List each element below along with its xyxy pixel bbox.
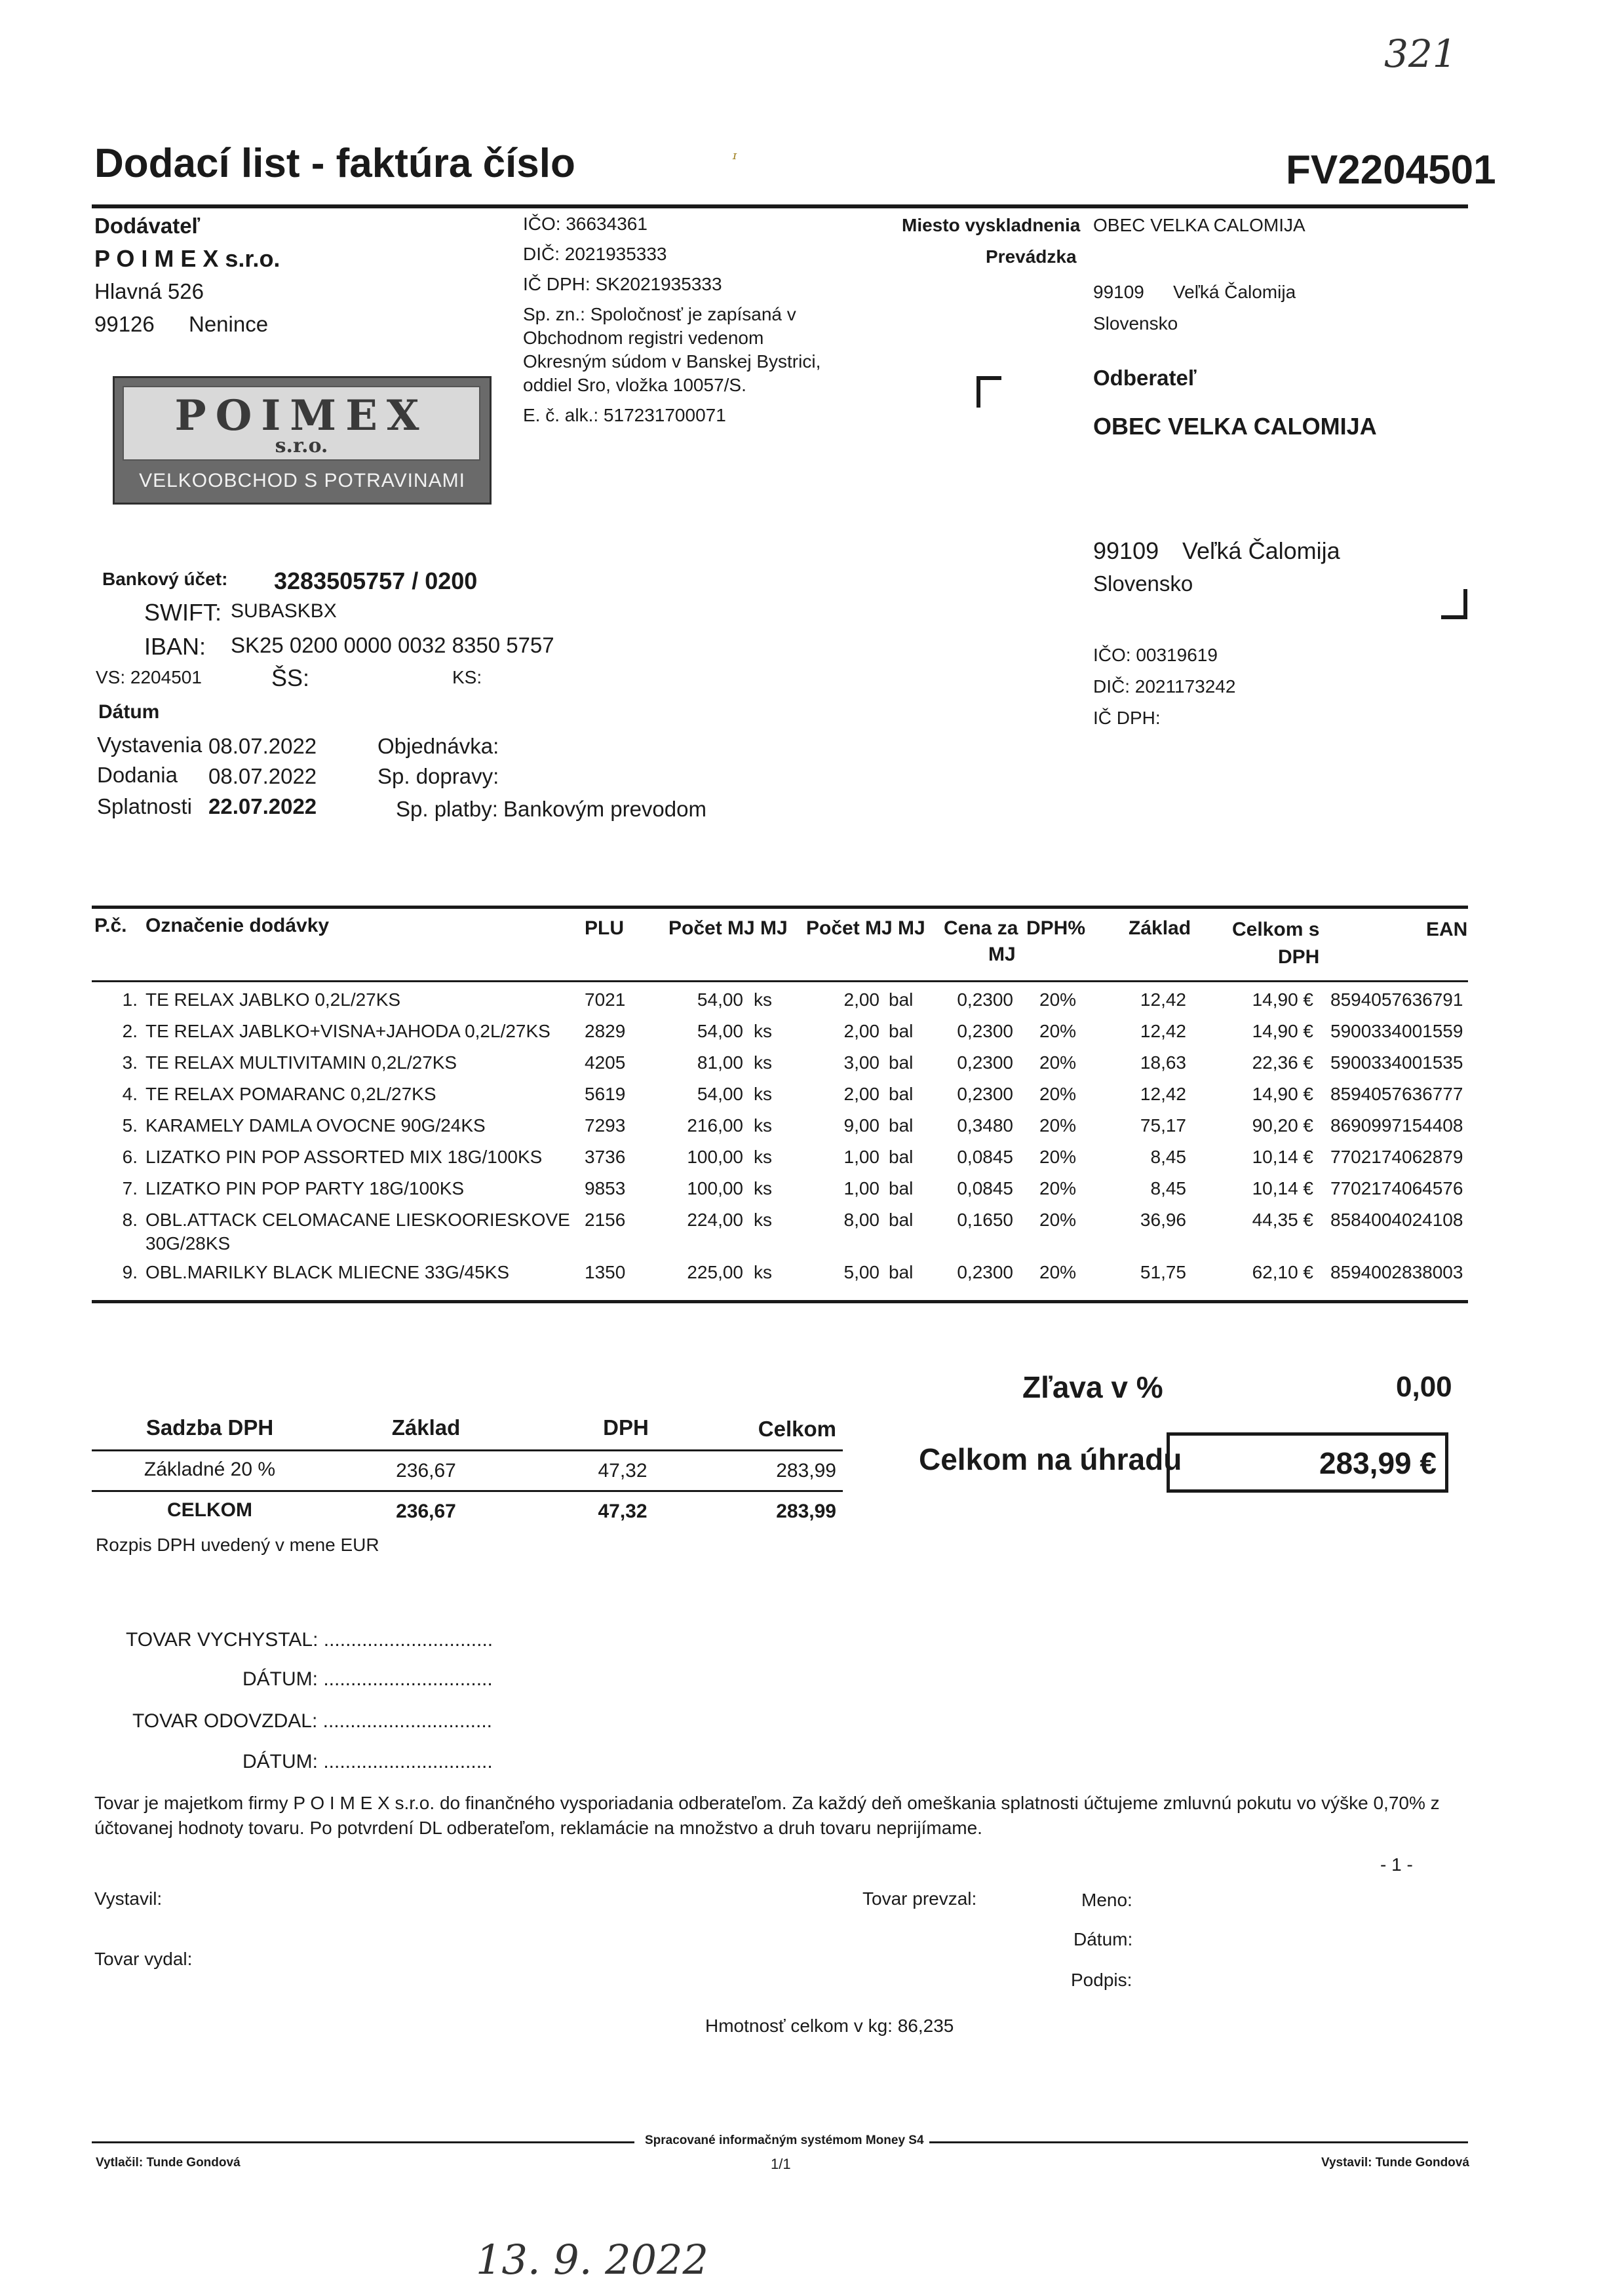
handed-by-label: Tovar vydal: xyxy=(94,1949,193,1969)
cell-ean: 7702174064576 xyxy=(1330,1178,1463,1198)
warehouse-label: Miesto vyskladnenia xyxy=(902,215,1081,235)
items-header-rule xyxy=(92,980,1468,982)
cell-unit2: bal xyxy=(889,1084,914,1104)
cell-name: TE RELAX POMARANC 0,2L/27KS xyxy=(145,1084,436,1104)
warehouse-country: Slovensko xyxy=(1093,313,1178,334)
cell-qty: 54,00 xyxy=(697,1084,743,1104)
warehouse-zip: 99109 xyxy=(1093,282,1144,302)
cell-price: 0,1650 xyxy=(957,1210,1013,1230)
issued-date: 08.07.2022 xyxy=(208,734,317,758)
supplier-ico: IČO: 36634361 xyxy=(523,214,648,234)
items-top-rule xyxy=(92,906,1468,909)
vat-header-rate: Sadzba DPH xyxy=(145,1415,274,1440)
vat-sum-base: 236,67 xyxy=(396,1501,456,1522)
cell-vat: 20% xyxy=(1039,1178,1077,1198)
terms-line-2: účtovanej hodnoty tovaru. Po potvrdení DL odberateľom, reklamácie na množstvo a druh tovaru neprijímame. xyxy=(94,1818,982,1838)
cell-unit2: bal xyxy=(889,1021,914,1041)
cell-ean: 8594057636791 xyxy=(1330,989,1463,1010)
cell-price: 0,3480 xyxy=(957,1115,1013,1136)
warehouse-label-2: Prevádzka xyxy=(986,246,1077,267)
cell-plu: 5619 xyxy=(585,1084,626,1104)
supplier-street: Hlavná 526 xyxy=(94,279,204,303)
receiver-sign-label: Podpis: xyxy=(1071,1970,1132,1990)
cell-qty: 54,00 xyxy=(697,989,743,1010)
logo-subtitle: VELKOOBCHOD S POTRAVINAMI xyxy=(139,470,465,491)
vat-sum-total: 283,99 xyxy=(776,1501,836,1522)
supplier-icdph: IČ DPH: SK2021935333 xyxy=(523,274,722,294)
cell-unit: ks xyxy=(754,1084,772,1104)
cell-price: 0,0845 xyxy=(957,1178,1013,1198)
terms-line-1: Tovar je majetkom firmy P O I M E X s.r.o. do finančného vysporiadania odberateľom. Za každý deň omeškania splatnosti účtujeme zmluvnú pokutu vo výške 0,70% z xyxy=(94,1793,1440,1813)
cell-name: TE RELAX JABLKO 0,2L/27KS xyxy=(145,989,401,1010)
cell-ean: 5900334001559 xyxy=(1330,1021,1463,1041)
cell-no: 3. xyxy=(122,1052,138,1073)
specific-symbol: ŠS: xyxy=(271,664,310,691)
vat-rule-2 xyxy=(92,1490,843,1492)
cell-base: 8,45 xyxy=(1150,1147,1186,1167)
cell-ean: 8594002838003 xyxy=(1330,1262,1463,1282)
vat-row-base: 236,67 xyxy=(396,1460,456,1482)
cell-ean: 8594057636777 xyxy=(1330,1084,1463,1104)
cell-vat: 20% xyxy=(1039,1210,1077,1230)
cell-name: TE RELAX JABLKO+VISNA+JAHODA 0,2L/27KS xyxy=(145,1021,551,1041)
cell-unit: ks xyxy=(754,989,772,1010)
cell-plu: 7293 xyxy=(585,1115,626,1136)
supplier-label: Dodávateľ xyxy=(94,214,201,238)
cell-unit: ks xyxy=(754,1147,772,1167)
cell-plu: 3736 xyxy=(585,1147,626,1167)
receiver-date-label: Dátum: xyxy=(1073,1929,1133,1949)
customer-ico: IČO: 00319619 xyxy=(1093,645,1218,665)
cell-vat: 20% xyxy=(1039,1052,1077,1073)
col-plu: PLU xyxy=(585,917,624,939)
cell-vat: 20% xyxy=(1039,1084,1077,1104)
col-total: Celkom s xyxy=(1232,919,1320,940)
due-label: Splatnosti xyxy=(97,794,192,818)
cell-name: KARAMELY DAMLA OVOCNE 90G/24KS xyxy=(145,1115,486,1136)
delivery-label: Dodania xyxy=(97,763,178,787)
customer-name: OBEC VELKA CALOMIJA xyxy=(1093,413,1377,440)
cell-unit: ks xyxy=(754,1052,772,1073)
cell-unit: ks xyxy=(754,1021,772,1041)
cell-unit2: bal xyxy=(889,1178,914,1198)
amount-due-label: Celkom na úhradu xyxy=(919,1442,1182,1476)
cell-base: 51,75 xyxy=(1140,1262,1186,1282)
cell-ean: 7702174062879 xyxy=(1330,1147,1463,1167)
cell-qty2: 9,00 xyxy=(843,1115,880,1136)
customer-zip: 99109 xyxy=(1093,537,1159,564)
customer-city: Veľká Čalomija xyxy=(1182,537,1340,564)
cell-no: 2. xyxy=(122,1021,138,1041)
cell-total: 10,14 € xyxy=(1252,1147,1313,1167)
cell-qty: 54,00 xyxy=(697,1021,743,1041)
customer-label: Odberateľ xyxy=(1093,366,1197,390)
supplier-city: Nenince xyxy=(189,312,269,336)
vat-row-total: 283,99 xyxy=(776,1460,836,1482)
cell-unit2: bal xyxy=(889,1052,914,1073)
cell-base: 18,63 xyxy=(1140,1052,1186,1073)
cell-no: 1. xyxy=(122,989,138,1010)
issued-label: Vystavenia xyxy=(97,733,203,757)
company-logo xyxy=(113,376,492,505)
cell-qty: 100,00 xyxy=(687,1178,743,1198)
cell-unit2: bal xyxy=(889,1147,914,1167)
cell-no: 4. xyxy=(122,1084,138,1104)
supplier-dic: DIČ: 2021935333 xyxy=(523,244,667,264)
cell-base: 36,96 xyxy=(1140,1210,1186,1230)
footer-pages: 1/1 xyxy=(771,2156,791,2172)
handwritten-tick: ᶦ xyxy=(733,148,737,171)
supplier-reg-1: Sp. zn.: Spoločnosť je zapísaná v xyxy=(523,304,796,324)
vat-sum-label: CELKOM xyxy=(167,1499,252,1521)
document-number: FV2204501 xyxy=(1286,147,1496,193)
cell-no: 9. xyxy=(122,1262,138,1282)
bank-account: 3283505757 / 0200 xyxy=(274,567,478,594)
cell-plu: 2829 xyxy=(585,1021,626,1041)
total-weight: Hmotnosť celkom v kg: 86,235 xyxy=(705,2016,954,2036)
cell-plu: 1350 xyxy=(585,1262,626,1282)
payment-label: Sp. platby: xyxy=(396,797,498,821)
footer-printed-by: Vytlačil: Tunde Gondová xyxy=(96,2156,241,2170)
vat-row-rate: Základné 20 % xyxy=(144,1459,276,1480)
prepared-by: TOVAR VYCHYSTAL: ............................... xyxy=(126,1629,493,1651)
handed-over-date: DÁTUM: ............................... xyxy=(242,1751,493,1772)
cell-vat: 20% xyxy=(1039,1262,1077,1282)
cell-ean: 8584004024108 xyxy=(1330,1210,1463,1230)
col-ean: EAN xyxy=(1426,919,1468,940)
cell-unit2: bal xyxy=(889,1262,914,1282)
cell-qty2: 5,00 xyxy=(843,1262,880,1282)
cell-qty2: 1,00 xyxy=(843,1178,880,1198)
cell-total: 14,90 € xyxy=(1252,989,1313,1010)
footer-rule-left xyxy=(92,2141,634,2143)
supplier-name: P O I M E X s.r.o. xyxy=(94,245,280,272)
customer-icdph: IČ DPH: xyxy=(1093,708,1161,728)
cell-total: 44,35 € xyxy=(1252,1210,1313,1230)
cell-ean: 5900334001535 xyxy=(1330,1052,1463,1073)
date-label: Dátum xyxy=(98,701,160,723)
vat-header-total: Celkom xyxy=(758,1417,836,1441)
cell-no: 5. xyxy=(122,1115,138,1136)
cell-plu: 7021 xyxy=(585,989,626,1010)
cell-qty2: 1,00 xyxy=(843,1147,880,1167)
cell-base: 75,17 xyxy=(1140,1115,1186,1136)
logo-title: POIMEX xyxy=(174,391,429,440)
cell-qty2: 8,00 xyxy=(843,1210,880,1230)
supplier-alcohol-no: E. č. alk.: 517231700071 xyxy=(523,405,726,425)
vat-header-vat: DPH xyxy=(603,1415,649,1440)
cell-total: 14,90 € xyxy=(1252,1021,1313,1041)
cell-price: 0,2300 xyxy=(957,1052,1013,1073)
cell-vat: 20% xyxy=(1039,1021,1077,1041)
cell-ean: 8690997154408 xyxy=(1330,1115,1463,1136)
cell-qty: 81,00 xyxy=(697,1052,743,1073)
constant-symbol: KS: xyxy=(452,667,482,687)
col-qty: Počet MJ MJ xyxy=(668,917,788,939)
cell-qty: 216,00 xyxy=(687,1115,743,1136)
document-title: Dodací list - faktúra číslo xyxy=(94,141,575,186)
order-label: Objednávka: xyxy=(377,734,499,758)
amount-due-value: 283,99 € xyxy=(1319,1446,1437,1480)
handwritten-date: 13. 9. 2022 xyxy=(476,2236,708,2284)
cell-vat: 20% xyxy=(1039,1147,1077,1167)
vat-sum-vat: 47,32 xyxy=(598,1501,648,1522)
cell-plu: 2156 xyxy=(585,1210,626,1230)
col-total-2: DPH xyxy=(1278,946,1320,968)
vat-rule-1 xyxy=(92,1449,843,1451)
cell-qty2: 2,00 xyxy=(843,989,880,1010)
cell-price: 0,2300 xyxy=(957,989,1013,1010)
cell-unit: ks xyxy=(754,1262,772,1282)
footer-system: Spracované informačným systémom Money S4 xyxy=(645,2133,924,2147)
cell-total: 22,36 € xyxy=(1252,1052,1313,1073)
swift-label: SWIFT: xyxy=(144,599,222,626)
cell-unit2: bal xyxy=(889,1210,914,1230)
discount-value: 0,00 xyxy=(1396,1371,1452,1403)
delivery-date: 08.07.2022 xyxy=(208,764,317,788)
supplier-zip: 99126 xyxy=(94,312,155,336)
cell-no: 8. xyxy=(122,1210,138,1230)
customer-country: Slovensko xyxy=(1093,571,1193,596)
cell-total: 10,14 € xyxy=(1252,1178,1313,1198)
handed-over-by: TOVAR ODOVZDAL: ............................... xyxy=(132,1710,492,1732)
warehouse-city: Veľká Čalomija xyxy=(1173,282,1296,302)
supplier-reg-3: Okresným súdom v Banskej Bystrici, xyxy=(523,351,821,372)
cell-unit2: bal xyxy=(889,1115,914,1136)
cell-name: TE RELAX MULTIVITAMIN 0,2L/27KS xyxy=(145,1052,457,1073)
col-name: Označenie dodávky xyxy=(145,915,330,936)
cell-price: 0,0845 xyxy=(957,1147,1013,1167)
cell-name: LIZATKO PIN POP PARTY 18G/100KS xyxy=(145,1178,465,1198)
cell-no: 6. xyxy=(122,1147,138,1167)
cell-name: OBL.ATTACK CELOMACANE LIESKOORIESKOVE xyxy=(145,1210,570,1230)
due-date: 22.07.2022 xyxy=(208,794,317,818)
cell-price: 0,2300 xyxy=(957,1021,1013,1041)
swift-code: SUBASKBX xyxy=(231,600,337,622)
transport-label: Sp. dopravy: xyxy=(377,764,499,788)
address-corner-bottom-right xyxy=(1439,587,1468,620)
cell-unit2: bal xyxy=(889,989,914,1010)
discount-label: Zľava v % xyxy=(1022,1370,1163,1404)
cell-qty2: 3,00 xyxy=(843,1052,880,1073)
col-base: Základ xyxy=(1129,917,1191,939)
cell-unit: ks xyxy=(754,1115,772,1136)
handwritten-number: 321 xyxy=(1384,31,1457,76)
footer-rule-right xyxy=(929,2141,1468,2143)
cell-vat: 20% xyxy=(1039,989,1077,1010)
cell-base: 8,45 xyxy=(1150,1178,1186,1198)
cell-plu: 4205 xyxy=(585,1052,626,1073)
cell-qty: 100,00 xyxy=(687,1147,743,1167)
col-vat: DPH% xyxy=(1026,917,1086,939)
col-qty-pack: Počet MJ MJ xyxy=(806,917,925,939)
cell-total: 90,20 € xyxy=(1252,1115,1313,1136)
cell-total: 14,90 € xyxy=(1252,1084,1313,1104)
vat-header-base: Základ xyxy=(391,1415,461,1440)
cell-qty: 224,00 xyxy=(687,1210,743,1230)
address-corner-top-left xyxy=(976,376,1003,409)
items-bottom-rule xyxy=(92,1300,1468,1303)
vat-row-vat: 47,32 xyxy=(598,1460,648,1482)
header-rule xyxy=(92,204,1468,208)
cell-unit: ks xyxy=(754,1210,772,1230)
cell-plu: 9853 xyxy=(585,1178,626,1198)
bank-account-label: Bankový účet: xyxy=(102,569,228,589)
customer-dic: DIČ: 2021173242 xyxy=(1093,676,1236,697)
cell-price: 0,2300 xyxy=(957,1262,1013,1282)
cell-base: 12,42 xyxy=(1140,1021,1186,1041)
issued-by-label: Vystavil: xyxy=(94,1888,163,1909)
cell-total: 62,10 € xyxy=(1252,1262,1313,1282)
vat-note: Rozpis DPH uvedený v mene EUR xyxy=(96,1535,379,1555)
cell-unit: ks xyxy=(754,1178,772,1198)
footer-issued-by: Vystavil: Tunde Gondová xyxy=(1321,2156,1469,2170)
prepared-date: DÁTUM: ............................... xyxy=(242,1668,493,1690)
cell-name: LIZATKO PIN POP ASSORTED MIX 18G/100KS xyxy=(145,1147,543,1167)
received-label: Tovar prevzal: xyxy=(862,1888,977,1909)
supplier-reg-2: Obchodnom registri vedenom xyxy=(523,328,764,348)
col-price: Cena za xyxy=(944,917,1018,939)
receiver-name-label: Meno: xyxy=(1081,1890,1132,1910)
cell-price: 0,2300 xyxy=(957,1084,1013,1104)
cell-base: 12,42 xyxy=(1140,989,1186,1010)
cell-name: OBL.MARILKY BLACK MLIECNE 33G/45KS xyxy=(145,1262,510,1282)
cell-vat: 20% xyxy=(1039,1115,1077,1136)
cell-name-cont: 30G/28KS xyxy=(145,1233,231,1253)
col-no: P.č. xyxy=(94,915,127,936)
cell-qty2: 2,00 xyxy=(843,1021,880,1041)
page-mark: - 1 - xyxy=(1380,1854,1413,1875)
cell-qty: 225,00 xyxy=(687,1262,743,1282)
warehouse-name: OBEC VELKA CALOMIJA xyxy=(1093,215,1305,235)
iban-label: IBAN: xyxy=(144,633,206,660)
col-price-2: MJ xyxy=(988,944,1016,965)
payment-method: Bankovým prevodom xyxy=(503,797,706,821)
cell-qty2: 2,00 xyxy=(843,1084,880,1104)
iban: SK25 0200 0000 0032 8350 5757 xyxy=(231,633,554,657)
cell-no: 7. xyxy=(122,1178,138,1198)
cell-base: 12,42 xyxy=(1140,1084,1186,1104)
supplier-reg-4: oddiel Sro, vložka 10057/S. xyxy=(523,375,746,395)
logo-sro: s.r.o. xyxy=(275,434,328,457)
variable-symbol: VS: 2204501 xyxy=(96,667,202,687)
